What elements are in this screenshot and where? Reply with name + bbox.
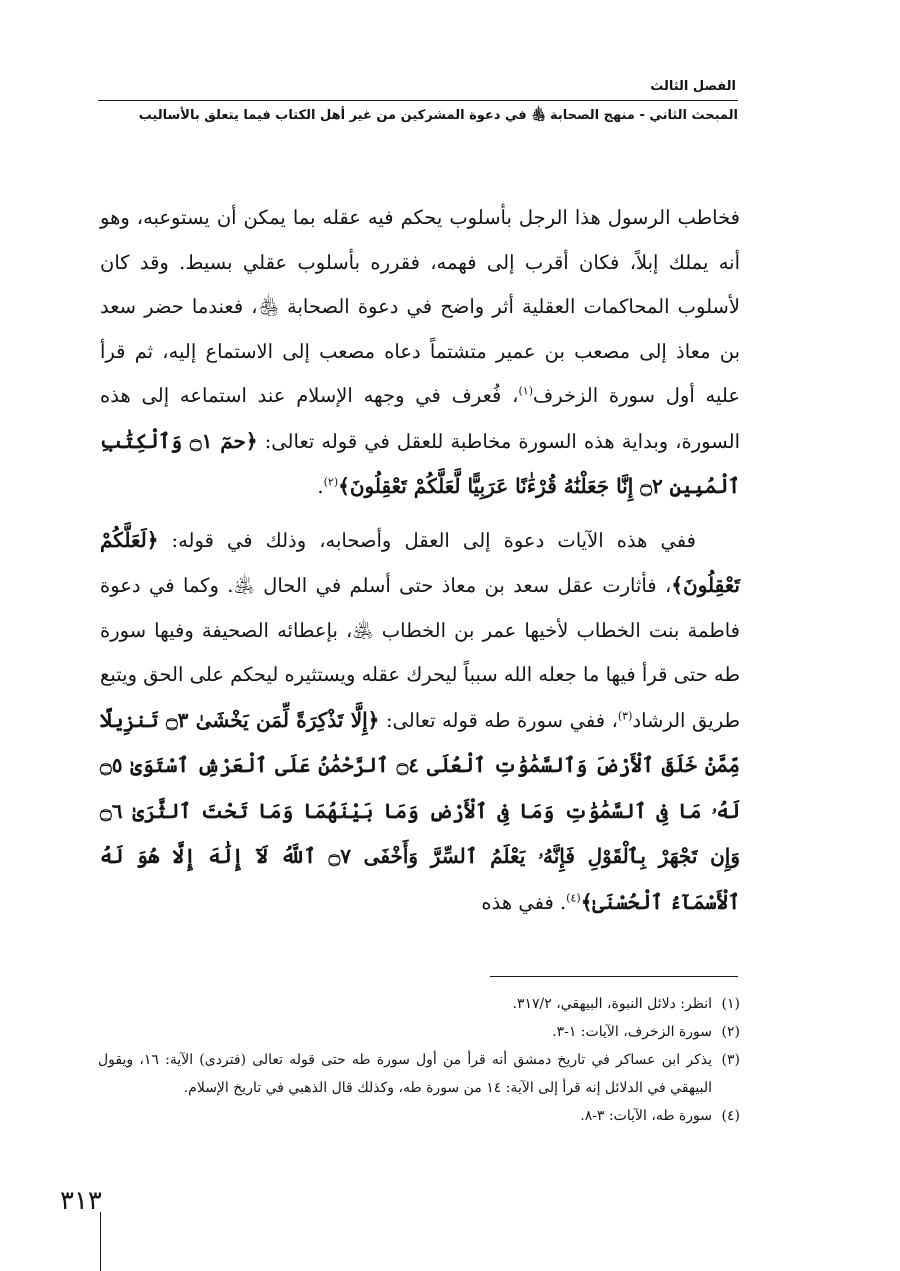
footnote-item (98, 990, 740, 1018)
footnote-ref: (٤) (566, 891, 581, 904)
footnote-number: (١) (721, 996, 740, 1012)
footnote-ref: (٢) (323, 475, 339, 489)
footnote-ref: (١) (518, 384, 533, 398)
footnote-ref: (٣) (617, 709, 633, 722)
paragraph-text: ، فأثارت عقل سعد بن معاذ حتى أسلم في الحال ﵁. وكما في دعوة فاطمة بنت الخطاب لأخيها عمر بن الخطاب ﵁، بإعطائه الصحيفة وفيها سورة طه حتى قرأ فيها ما جعله الله سبباً ليحرك عقله ويستثيره ليحكم على الحق ويتبع طريق الرشاد (100, 574, 741, 732)
footnotes (98, 990, 740, 1130)
footnote-item (98, 1102, 740, 1130)
paragraph-text: ، فُعرف في وجهه الإسلام عند استماعه إلى هذه السورة، وبداية هذه السورة مخاطبة للعقل في قوله تعالى: (100, 384, 741, 453)
paragraph-text: ففي هذه الآيات دعوة إلى العقل وأصحابه، وذلك في قوله: (158, 528, 696, 552)
page-header (98, 78, 738, 126)
footnote-text: سورة الزخرف، الآيات: ١-٣. (552, 1024, 712, 1040)
quran-verse: ﴿لَعَلَّكُمْ تَعْقِلُونَ﴾ (100, 527, 740, 597)
footnote-item (98, 1046, 740, 1102)
section-title: المبحث الثاني - منهج الصحابة ﵃ في دعوة المشركين من غير أهل الكتاب فيما يتعلق بالأساليب (138, 108, 738, 123)
footnote-text: سورة طه، الآيات: ٣-٨. (580, 1108, 712, 1124)
paragraph-text: فخاطب الرسول هذا الرجل بأسلوب يحكم فيه عقله بما يمكن أن يستوعبه، وهو أنه يملك إبلاً، فكان أقرب إلى فهمه، فقرره بأسلوب عقلي بسيط. وقد كان لأسلوب المحاكمات العقلية أثر واضح في دعوة الصحابة ﵃، فعندما حضر سعد بن معاذ إلى مصعب بن عمير متشتماً دعاه مصعب إلى الاستماع إليه، ثم قرأ عليه أول سورة الزخرف (100, 206, 740, 407)
header-rule (98, 100, 738, 101)
paragraph-text: . (317, 475, 324, 498)
page-number: ٣١٣ (60, 1186, 102, 1216)
footnote-text: يذكر ابن عساكر في تاريخ دمشق أنه قرأ من أول سورة طه حتى قوله تعالى (فتردى) الآية: ١٦، ويقول البيهقي في الدلائل إنه قرأ إلى الآية: ١٤ من سورة طه، وكذلك قال الذهبي في تاريخ الإسلام. (98, 1052, 712, 1096)
paragraph-2 (100, 518, 740, 926)
footnote-number: (٤) (721, 1108, 740, 1124)
quran-verse: ﴿إِلَّا تَذْكِرَةً لِّمَن يَخْشَىٰ ۝٣ تَنزِيلًا مِّمَّنْ خَلَقَ ٱلْأَرْضَ وَٱلسَّمَٰوَٰتِ ٱلْعُلَى ۝٤ ٱلرَّحْمَٰنُ عَلَى ٱلْعَرْشِ ٱسْتَوَىٰ ۝٥ لَهُۥ مَا فِى ٱلسَّمَٰوَٰتِ وَمَا فِى ٱلْأَرْضِ وَمَا بَيْنَهُمَا وَمَا تَحْتَ ٱلثَّرَىٰ ۝٦ وَإِن تَجْهَرْ بِٱلْقَوْلِ فَإِنَّهُۥ يَعْلَمُ ٱلسِّرَّ وَأَخْفَى ۝٧ ٱللَّهُ لَآ إِلَٰهَ إِلَّا هُوَ لَهُ ٱلْأَسْمَآءُ ٱلْحُسْنَىٰ﴾ (100, 707, 740, 914)
footnote-number: (٢) (721, 1024, 740, 1040)
paragraph-1 (100, 196, 740, 510)
paragraph-text: ، ففي سورة طه قوله تعالى: (379, 708, 618, 732)
paragraph-text: . ففي هذه (481, 890, 567, 914)
footnote-text: انظر: دلائل النبوة، البيهقي، ٣١٧/٢. (512, 996, 712, 1012)
chapter-title: الفصل الثالث (650, 79, 736, 94)
page-number-rule (100, 1212, 101, 1271)
footnote-number: (٣) (721, 1052, 740, 1068)
footnote-rule (490, 976, 738, 977)
quran-verse: ﴿حمٓ ۝١ وَٱلْكِتَٰبِ ٱلْمُبِينِ ۝٢ إِنَّا جَعَلْنَٰهُ قُرْءَٰنًا عَرَبِيًّا لَّعَلَّكُمْ تَعْقِلُونَ﴾ (100, 428, 740, 498)
footnote-item (98, 1018, 740, 1046)
main-text (100, 196, 740, 925)
